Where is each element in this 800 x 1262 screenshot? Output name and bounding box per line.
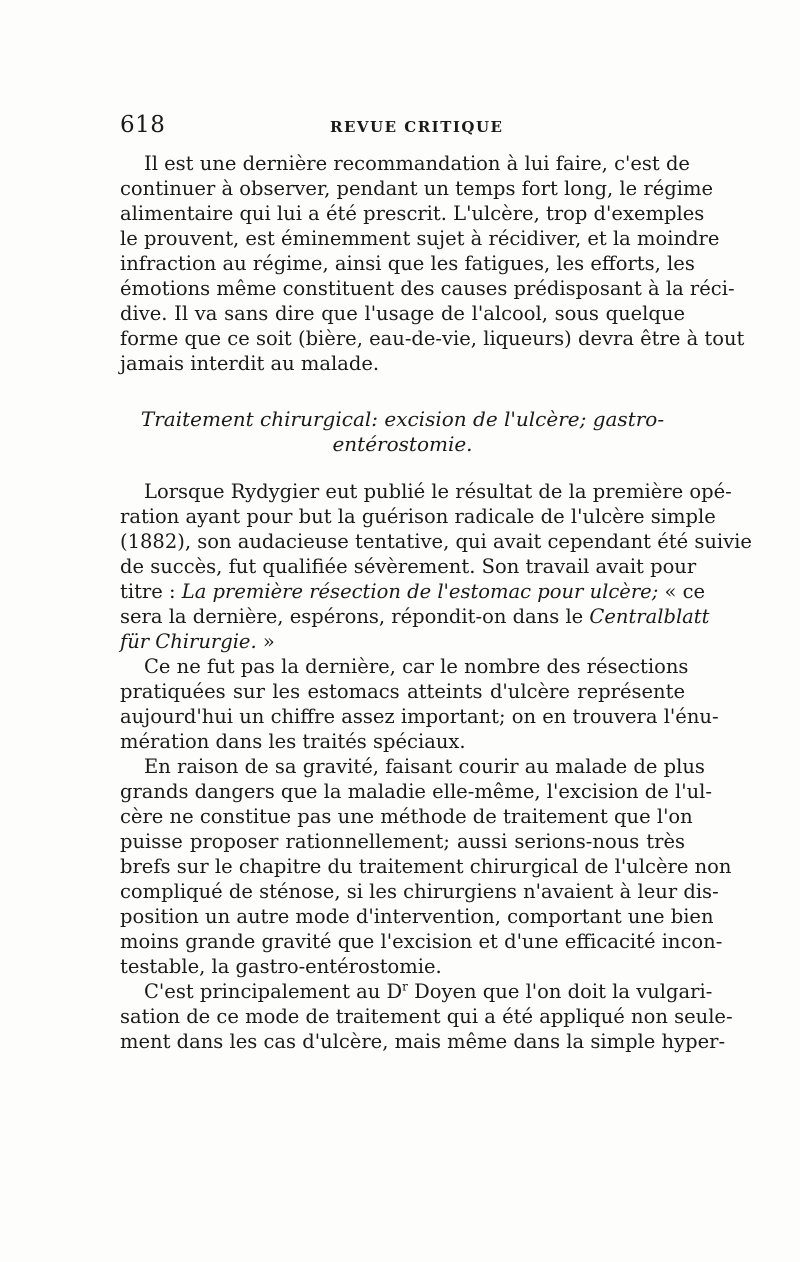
paragraph-line: alimentaire qui lui a été prescrit. L'ulcère, trop d'exemples: [120, 202, 705, 225]
paragraph-line: infraction au régime, ainsi que les fatigues, les efforts, les: [120, 252, 695, 275]
paragraph-line: [120, 628, 685, 656]
text: En raison de sa gravité, faisant courir au malade de plus: [144, 755, 705, 778]
section-heading-line-1: Traitement chirurgical: excision de l'ulcère; gastro-: [140, 407, 665, 431]
paragraph-line: le prouvent, est éminemment sujet à récidiver, et la moindre: [120, 227, 720, 250]
paragraph-line: [120, 753, 705, 781]
text: Ce ne fut pas la dernière, car le nombre des résections: [144, 655, 689, 678]
paragraph-line: sation de ce mode de traitement qui a été appliqué non seule-: [120, 1005, 733, 1028]
journal-title: für Chirurgie.: [120, 630, 257, 653]
paragraph-line: ration ayant pour but la guérison radicale de l'ulcère simple: [120, 505, 716, 528]
paragraph-line: jamais interdit au malade.: [120, 352, 380, 375]
text: Lorsque Rydygier eut publié le résultat de la première opé-: [144, 480, 732, 503]
paragraph-line: [120, 978, 713, 1006]
superscript: r: [402, 979, 408, 994]
text: « ce: [658, 580, 706, 603]
paragraph-line: [120, 578, 706, 606]
text: C'est principalement au D: [144, 980, 403, 1003]
paragraph-line: position un autre mode d'intervention, comportant une bien: [120, 905, 714, 928]
paragraph-line: puisse proposer rationnellement; aussi serions-nous très: [120, 830, 685, 853]
paragraph-line: de succès, fut qualifiée sévèrement. Son travail avait pour: [120, 555, 697, 578]
paragraph-line: émotions même constituent des causes prédisposant à la réci-: [120, 277, 735, 300]
book-title: La première résection de l'estomac pour ulcère;: [181, 580, 659, 603]
paragraph-line: mération dans les traités spéciaux.: [120, 730, 466, 753]
text: sera la dernière, espérons, répondit-on dans le: [120, 605, 590, 628]
section-heading-line-2: entérostomie.: [332, 432, 473, 456]
journal-title: Centralblatt: [589, 605, 710, 628]
paragraph-line: dive. Il va sans dire que l'usage de l'alcool, sous quelque: [120, 302, 685, 325]
paragraph-line: forme que ce soit (bière, eau-de-vie, liqueurs) devra être à tout: [120, 327, 745, 350]
paragraph-line: moins grande gravité que l'excision et d'une efficacité incon-: [120, 930, 723, 953]
paragraph-line: aujourd'hui un chiffre assez important; on en trouvera l'énu-: [120, 705, 719, 728]
text: titre :: [120, 580, 182, 603]
paragraph-line: cère ne constitue pas une méthode de traitement que l'on: [120, 805, 693, 828]
paragraph-line: brefs sur le chapitre du traitement chirurgical de l'ulcère non: [120, 855, 732, 878]
paragraph-line: [120, 478, 732, 506]
paragraph-line: (1882), son audacieuse tentative, qui avait cependant été suivie: [120, 530, 752, 553]
paragraph-line: pratiquées sur les estomacs atteints d'ulcère représente: [120, 680, 685, 703]
page-number: 618: [120, 112, 166, 138]
paragraph-line: [120, 653, 689, 681]
paragraph-line: ment dans les cas d'ulcère, mais même dans la simple hyper-: [120, 1030, 726, 1053]
paragraph-line: [120, 150, 690, 178]
page-header: [120, 112, 685, 142]
paragraph-line: continuer à observer, pendant un temps fort long, le régime: [120, 177, 713, 200]
paragraph-line: compliqué de sténose, si les chirurgiens n'avaient à leur dis-: [120, 880, 719, 903]
running-head: REVUE CRITIQUE: [330, 118, 504, 136]
paragraph-line: grands dangers que la maladie elle-même, l'excision de l'ul-: [120, 780, 713, 803]
text: Doyen que l'on doit la vulgari-: [407, 980, 713, 1003]
text: »: [256, 630, 275, 653]
paragraph-line: [120, 603, 710, 631]
text: Il est une dernière recommandation à lui faire, c'est de: [144, 152, 690, 175]
paragraph-line: testable, la gastro-entérostomie.: [120, 955, 442, 978]
